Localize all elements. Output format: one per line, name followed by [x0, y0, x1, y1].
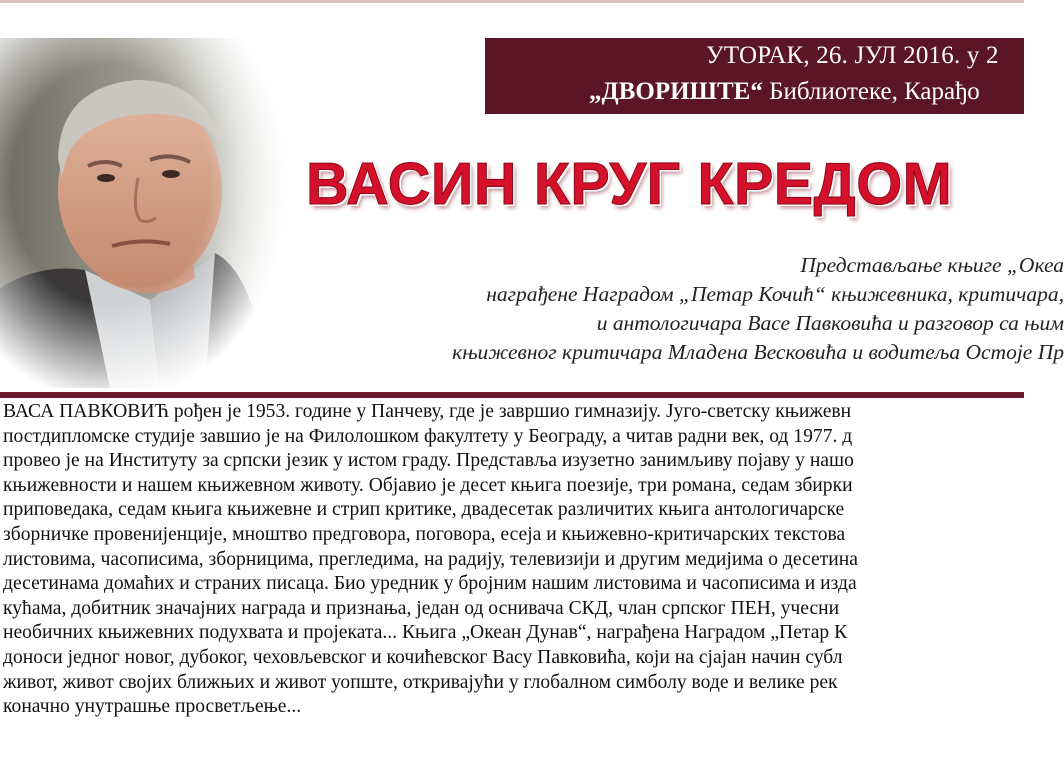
- bio-line: књижевности и нашем књижевном животу. Објавио је десет књига поезије, три романа, седам збирки: [3, 474, 853, 496]
- date-banner: [485, 38, 1024, 114]
- bio-line: провео је на Институту за српски језик у истом граду. Представља изузетно занимљиву појаву у нашо: [3, 450, 854, 472]
- subtitle-line-4: књижевног критичара Младена Весковића и водитеља Остоје Пр: [452, 340, 1064, 364]
- event-title: ВАСИН КРУГ КРЕДОМ: [306, 151, 953, 217]
- bio-line: ВАСА ПАВКОВИЋ рођен је 1953. године у Панчеву, где је завршио гимназију. Југо-светску књижевн: [3, 401, 852, 422]
- section-divider: [0, 392, 1024, 398]
- top-rule: [0, 0, 1024, 3]
- bio-line: приповедака, седам књига књижевне и стрип критике, двадесетак различитих књига антологичарске: [3, 499, 845, 521]
- author-photo: [0, 38, 290, 388]
- bio-line: коначно унутрашње просветљење...: [3, 696, 302, 718]
- subtitle-line-3: и антологичара Васе Павковића и разговор са њим: [596, 311, 1064, 335]
- author-biography: [3, 400, 1024, 720]
- event-venue: [589, 78, 980, 106]
- subtitle-line-2: награђене Наградом „Петар Кочић“ књижевника, критичара,: [486, 282, 1064, 306]
- subtitle-line-1: Представљање књиге „Океа: [800, 253, 1064, 277]
- bio-line: листовима, часописима, зборницима, прегледима, на радију, телевизији и другим медијима о десетина: [3, 548, 858, 570]
- bio-line: зборничке провенијенције, мноштво предговора, поговора, есеја и књижевно-критичарских текстова: [3, 523, 846, 545]
- bio-line: живот, живот својих ближњих и живот уопште, откривајући у глобалном симболу воде и велике рек: [3, 671, 838, 693]
- venue-name: „ДВОРИШТЕ“: [589, 78, 763, 105]
- event-date: УТОРАК, 26. ЈУЛ 2016. у 2: [706, 42, 999, 69]
- bio-line: доноси једног новог, дубоког, чеховљевског и кочићевског Васу Павковића, који на сјајан начин субл: [3, 646, 843, 668]
- bio-line: кућама, добитник значајних награда и признања, један од оснивача СКД, члан српског ПЕН, учесни: [3, 597, 840, 619]
- bio-line: необичних књижевних подухвата и пројеката... Књига „Океан Дунав“, награђена Наградом „Петар К: [3, 622, 848, 644]
- bio-line: постдипломске студије завшио је на Филолошком факултету у Београду, а читав радни век, од 1977. д: [3, 425, 853, 447]
- venue-location: Библиотеке, Карађо: [762, 78, 980, 105]
- bio-line: десетинама домаћих и страних писаца. Био уредник у бројним нашим листовима и часописима и изда: [3, 573, 857, 595]
